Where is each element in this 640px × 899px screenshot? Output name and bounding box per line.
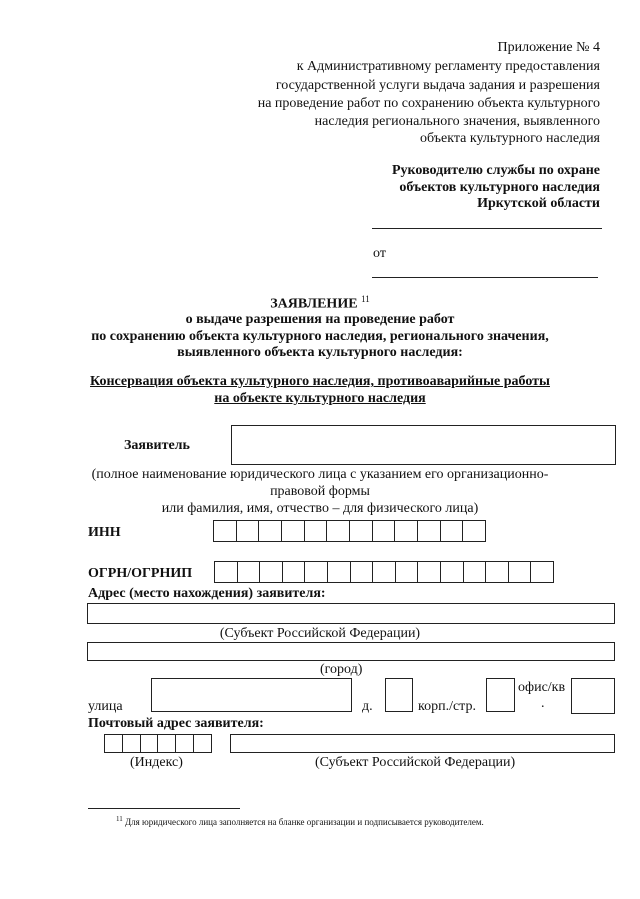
address-label: Адрес (место нахождения) заявителя:: [88, 586, 326, 601]
addressee-line: Иркутской области: [477, 196, 600, 211]
digit-cell[interactable]: [214, 521, 237, 541]
digit-cell[interactable]: [237, 521, 260, 541]
digit-cell[interactable]: [194, 735, 211, 752]
appendix-line: государственной услуги выдача задания и разрешения: [275, 78, 600, 93]
inn-label: ИНН: [88, 525, 121, 540]
digit-cell[interactable]: [441, 521, 464, 541]
from-line[interactable]: [372, 277, 598, 278]
digit-cell[interactable]: [259, 521, 282, 541]
footnote-mark: 11: [116, 815, 123, 823]
digit-cell[interactable]: [373, 521, 396, 541]
digit-cell[interactable]: [351, 562, 374, 582]
office-dot: .: [541, 696, 545, 711]
house-label: д.: [362, 699, 373, 714]
title-footnote-mark: 11: [361, 294, 370, 304]
postal-label: Почтовый адрес заявителя:: [88, 716, 264, 731]
digit-cell[interactable]: [215, 562, 238, 582]
building-field[interactable]: [486, 678, 515, 712]
building-label: корп./стр.: [418, 699, 476, 714]
title-line: по сохранению объекта культурного наследия, регионального значения,: [91, 329, 549, 344]
digit-cell[interactable]: [105, 735, 123, 752]
postal-index-caption: (Индекс): [130, 755, 183, 770]
footnote: [116, 815, 484, 827]
work-type-line: Консервация объекта культурного наследия, противоаварийные работы: [90, 374, 550, 389]
footnote-separator: [88, 808, 240, 809]
postal-subject-caption: (Субъект Российской Федерации): [315, 755, 516, 770]
title-heading: ЗАЯВЛЕНИЕ: [270, 296, 358, 312]
digit-cell[interactable]: [441, 562, 464, 582]
digit-cell[interactable]: [260, 562, 283, 582]
addressee-name-line[interactable]: [372, 228, 602, 229]
appendix-number: Приложение № 4: [497, 40, 600, 55]
postal-index-field[interactable]: [104, 734, 212, 753]
digit-cell[interactable]: [123, 735, 141, 752]
digit-cell[interactable]: [158, 735, 176, 752]
digit-cell[interactable]: [328, 562, 351, 582]
digit-cell[interactable]: [486, 562, 509, 582]
postal-subject-field[interactable]: [230, 734, 615, 753]
applicant-label: Заявитель: [124, 438, 190, 453]
document-title: [60, 294, 580, 313]
digit-cell[interactable]: [305, 521, 328, 541]
appendix-line: наследия регионального значения, выявленного: [314, 114, 600, 129]
inn-field[interactable]: [213, 520, 486, 542]
street-label: улица: [88, 699, 123, 714]
office-label: офис/кв: [518, 680, 566, 695]
digit-cell[interactable]: [373, 562, 396, 582]
digit-cell[interactable]: [305, 562, 328, 582]
digit-cell[interactable]: [509, 562, 532, 582]
title-line: выявленного объекта культурного наследия:: [177, 345, 463, 360]
digit-cell[interactable]: [531, 562, 553, 582]
digit-cell[interactable]: [283, 562, 306, 582]
digit-cell[interactable]: [418, 562, 441, 582]
digit-cell[interactable]: [350, 521, 373, 541]
ogrn-field[interactable]: [214, 561, 554, 583]
ogrn-label: ОГРН/ОГРНИП: [88, 566, 193, 581]
digit-cell[interactable]: [464, 562, 487, 582]
street-field[interactable]: [151, 678, 352, 712]
appendix-line: объекта культурного наследия: [420, 131, 600, 146]
addressee-line: Руководителю службы по охране: [391, 163, 600, 178]
digit-cell[interactable]: [327, 521, 350, 541]
digit-cell[interactable]: [396, 562, 419, 582]
office-field[interactable]: [571, 678, 615, 714]
digit-cell[interactable]: [395, 521, 418, 541]
title-line: о выдаче разрешения на проведение работ: [185, 312, 455, 327]
from-label: от: [373, 246, 386, 261]
address-subject-field[interactable]: [87, 603, 615, 624]
footnote-text: Для юридического лица заполняется на бланке организации и подписывается руководителем.: [125, 817, 484, 827]
address-city-caption: (город): [320, 662, 363, 677]
applicant-field[interactable]: [231, 425, 616, 465]
address-city-field[interactable]: [87, 642, 615, 661]
digit-cell[interactable]: [418, 521, 441, 541]
digit-cell[interactable]: [463, 521, 485, 541]
address-subject-caption: (Субъект Российской Федерации): [219, 626, 421, 641]
addressee-line: объектов культурного наследия: [399, 180, 600, 195]
applicant-hint: правовой формы: [270, 484, 370, 499]
applicant-hint: (полное наименование юридического лица с указанием его организационно-: [91, 467, 549, 482]
digit-cell[interactable]: [176, 735, 194, 752]
digit-cell[interactable]: [238, 562, 261, 582]
digit-cell[interactable]: [141, 735, 159, 752]
appendix-line: к Административному регламенту предоставления: [296, 59, 600, 74]
work-type-line: на объекте культурного наследия: [214, 391, 426, 406]
digit-cell[interactable]: [282, 521, 305, 541]
appendix-line: на проведение работ по сохранению объекта культурного: [257, 96, 600, 111]
applicant-hint: или фамилия, имя, отчество – для физического лица): [161, 501, 479, 516]
house-field[interactable]: [385, 678, 413, 712]
